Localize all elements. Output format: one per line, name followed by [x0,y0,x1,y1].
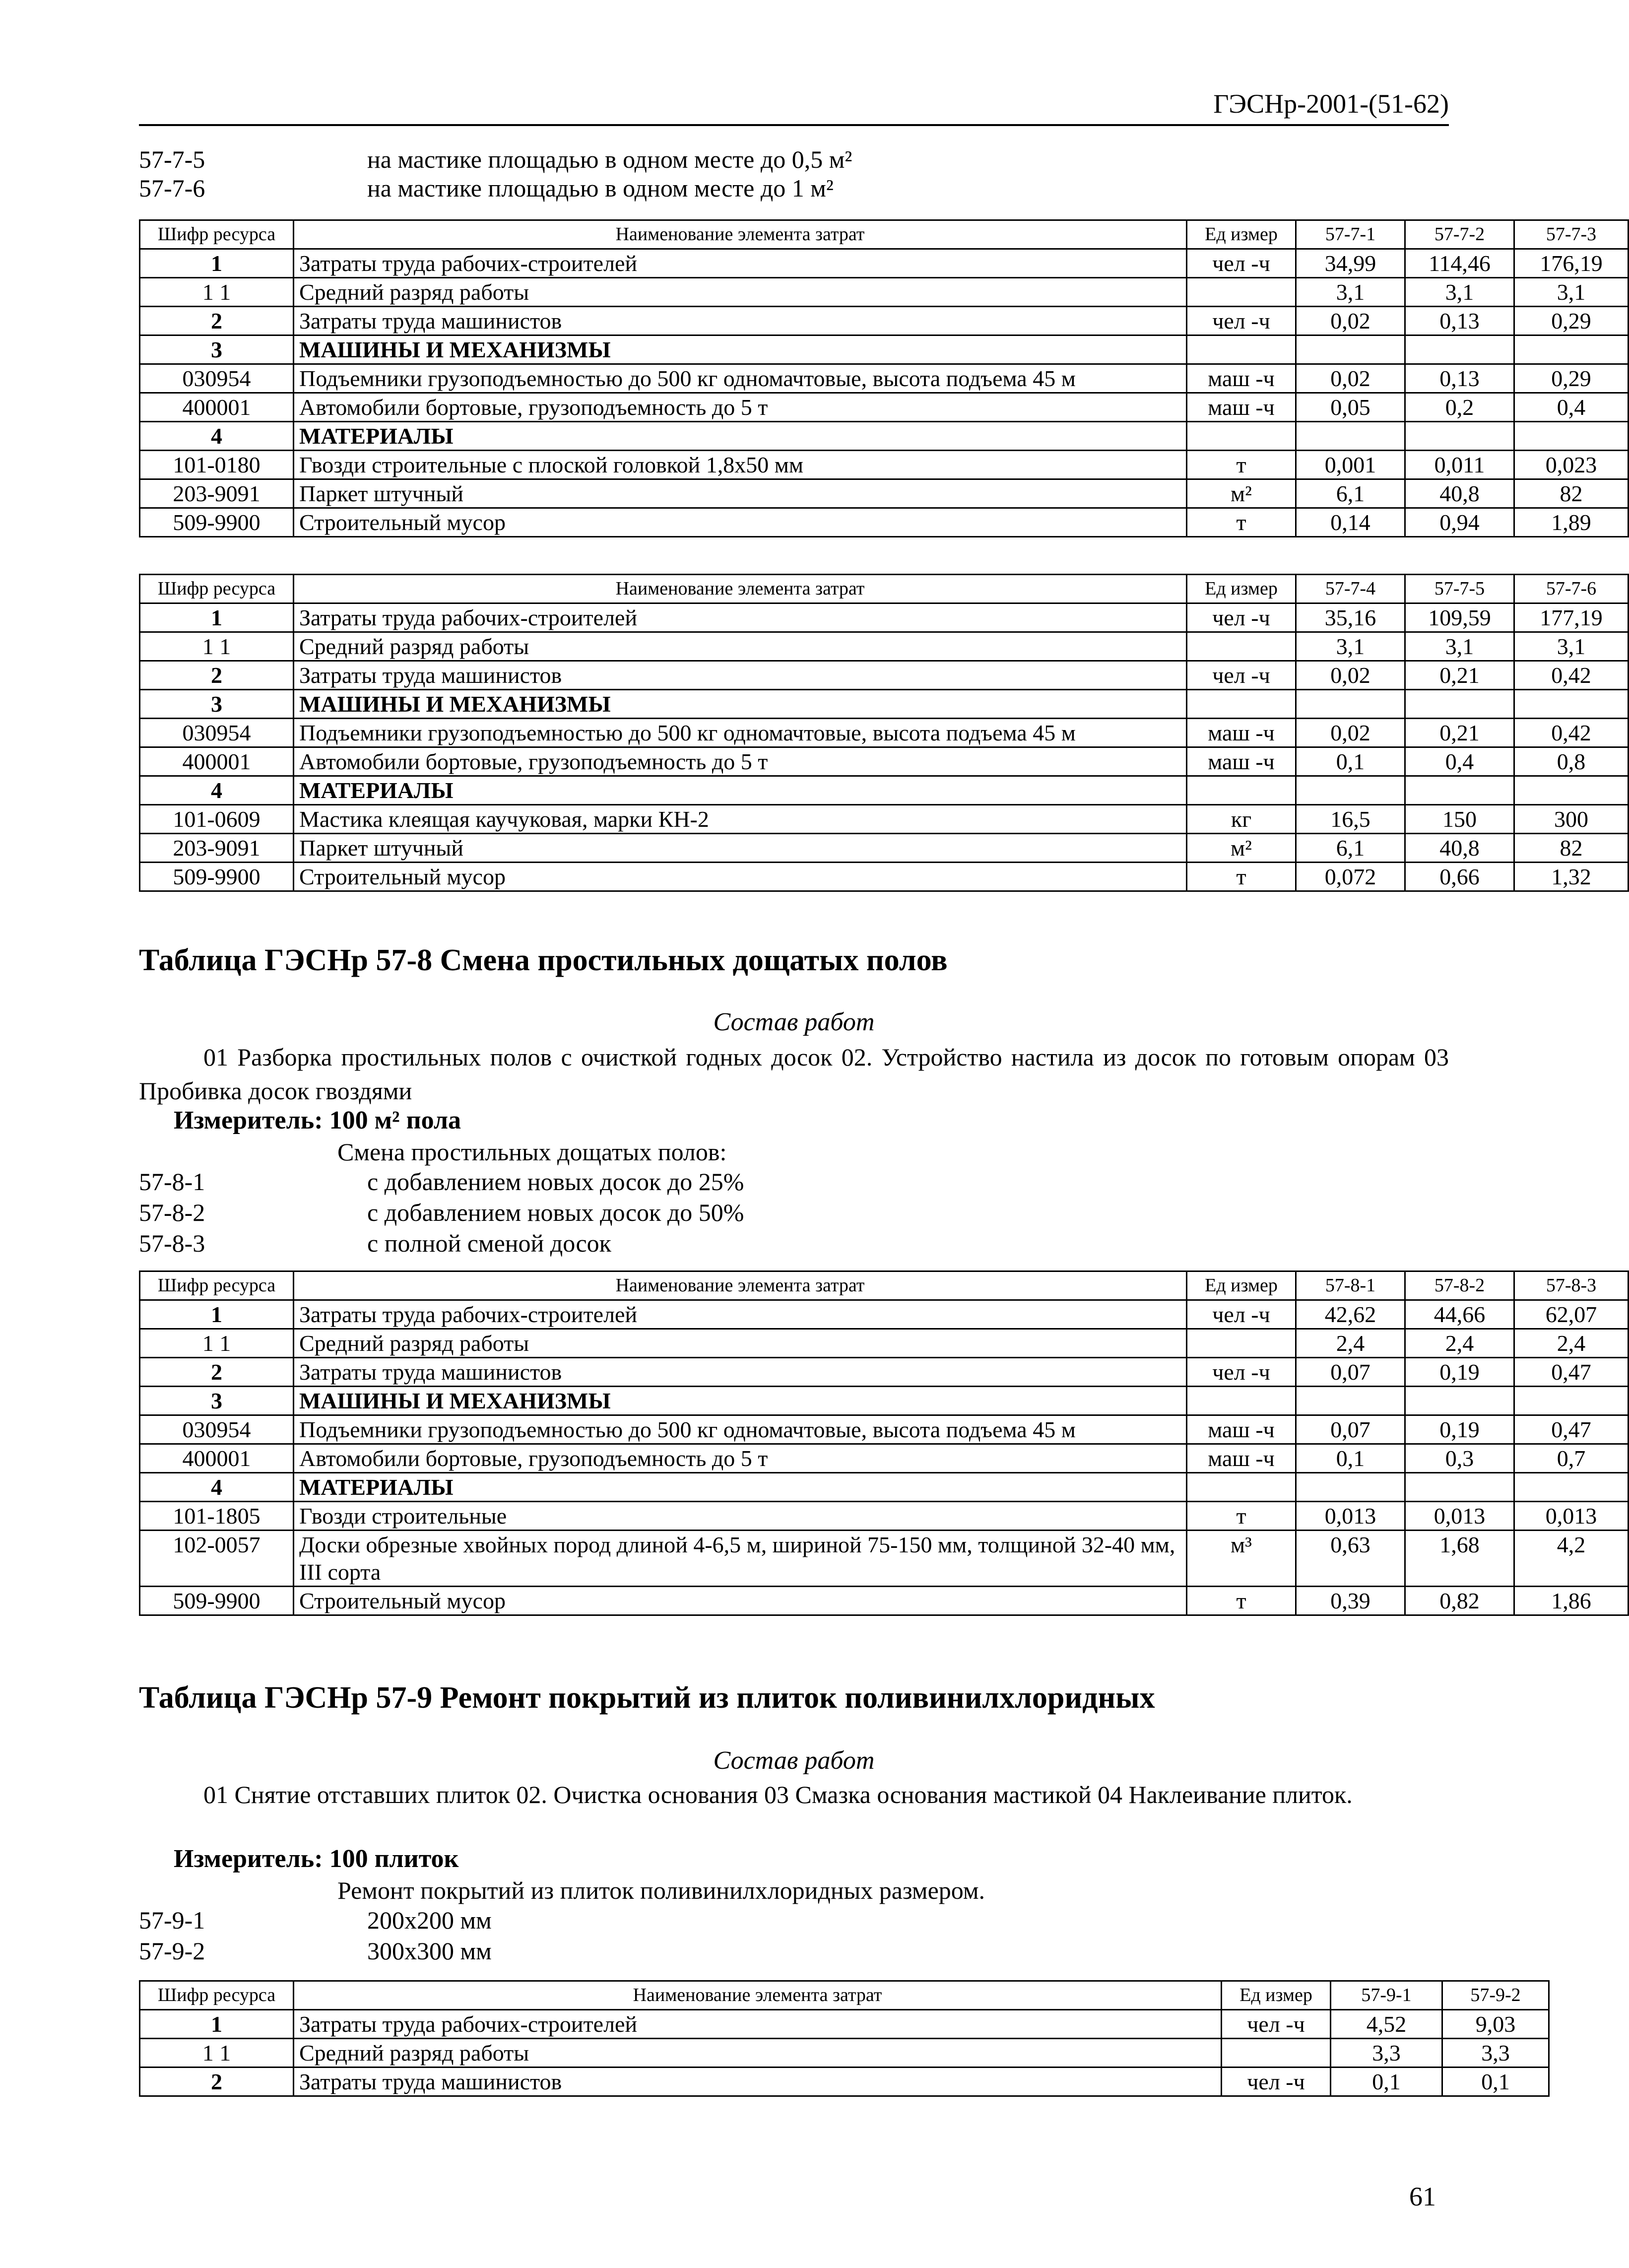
norm-value: 0,023 [1514,451,1629,479]
header-name: Наименование элемента затрат [294,220,1187,249]
table-row [140,1473,1629,1502]
norm-value [1296,335,1405,364]
norm-value: 0,3 [1405,1444,1514,1473]
item-57-9-2: 57-9-2 300x300 мм [139,1937,492,1965]
norm-value: 0,02 [1296,719,1405,747]
resource-unit: чел -ч [1187,1300,1296,1329]
resource-unit [1187,776,1296,805]
resource-code: 203-9091 [140,834,294,863]
item-57-8-1: 57-8-1 с добавлением новых досок до 25% [139,1168,744,1196]
header-code: Шифр ресурса [140,1981,294,2010]
header-norm-column: 57-8-2 [1405,1271,1514,1300]
resource-name: Мастика клеящая каучуковая, марки КН-2 [294,805,1187,834]
norm-value: 0,94 [1405,508,1514,537]
norm-value: 2,4 [1296,1329,1405,1358]
resource-table-57-7-1-3 [139,219,1629,537]
resource-unit: маш -ч [1187,747,1296,776]
norm-value: 0,19 [1405,1415,1514,1444]
resource-name: Средний разряд работы [294,278,1187,307]
resource-unit: чел -ч [1222,2068,1331,2096]
resource-name: Строительный мусор [294,508,1187,537]
resource-unit: чел -ч [1187,1358,1296,1387]
resource-code: 030954 [140,719,294,747]
norm-value [1296,776,1405,805]
section-label: МАТЕРИАЛЫ [294,776,1187,805]
section-title-57-9: Таблица ГЭСНр 57-9 Ремонт покрытий из плиток поливинилхлоридных [139,1681,1155,1715]
resource-unit [1187,1387,1296,1415]
document-header: ГЭСНр-2001-(51-62) [1213,89,1449,119]
norm-value: 44,66 [1405,1300,1514,1329]
table-row [140,2010,1549,2039]
resource-unit: чел -ч [1187,307,1296,335]
header-norm-column: 57-7-5 [1405,575,1514,603]
norm-value: 0,072 [1296,863,1405,891]
resource-name: Гвозди строительные с плоской головкой 1,8x50 мм [294,451,1187,479]
page-number: 61 [1409,2182,1436,2211]
norm-value: 0,66 [1405,863,1514,891]
norm-value: 2,4 [1405,1329,1514,1358]
table-row [140,1444,1629,1473]
norm-value: 3,1 [1296,278,1405,307]
norm-value: 6,1 [1296,479,1405,508]
resource-table-57-7-4-6 [139,574,1629,892]
table-row [140,805,1629,834]
section-label: МАТЕРИАЛЫ [294,1473,1187,1502]
resource-code: 2 [140,1358,294,1387]
resource-code: 2 [140,661,294,690]
measure-57-9: Измеритель: 100 плиток [174,1845,459,1873]
resource-name: Затраты труда рабочих-строителей [294,603,1187,632]
norm-value [1405,422,1514,451]
resource-name: Средний разряд работы [294,1329,1187,1358]
norm-value: 0,42 [1514,661,1629,690]
resource-unit: т [1187,1502,1296,1531]
table-row [140,393,1629,422]
header-norm-column: 57-8-3 [1514,1271,1629,1300]
resource-name: Доски обрезные хвойных пород длиной 4-6,5 м, шириной 75-150 мм, толщиной 32-40 мм, III сорта [294,1531,1187,1587]
resource-unit: кг [1187,805,1296,834]
table-row [140,508,1629,537]
resource-name: Затраты труда машинистов [294,2068,1222,2096]
resource-unit: м² [1187,834,1296,863]
norm-value: 0,13 [1405,364,1514,393]
resource-name: Строительный мусор [294,863,1187,891]
table-row [140,451,1629,479]
norm-value [1405,335,1514,364]
resource-code: 1 1 [140,632,294,661]
table-row [140,776,1629,805]
norm-value [1296,1387,1405,1415]
resource-code: 4 [140,776,294,805]
item-57-7-5: 57-7-5 на мастике площадью в одном месте до 0,5 м² [139,145,852,173]
resource-unit: т [1187,508,1296,537]
table-header-row [140,1981,1549,2010]
resource-name: Подъемники грузоподъемностью до 500 кг одномачтовые, высота подъема 45 м [294,1415,1187,1444]
resource-code: 1 [140,1300,294,1329]
norm-value: 0,8 [1514,747,1629,776]
resource-code: 509-9900 [140,863,294,891]
resource-unit: чел -ч [1187,249,1296,278]
resource-code: 400001 [140,1444,294,1473]
table-row [140,278,1629,307]
resource-unit: т [1187,451,1296,479]
table-row [140,364,1629,393]
header-code: Шифр ресурса [140,220,294,249]
table-row [140,632,1629,661]
resource-name: Подъемники грузоподъемностью до 500 кг одномачтовые, высота подъема 45 м [294,719,1187,747]
norm-value: 0,39 [1296,1587,1405,1615]
resource-code: 509-9900 [140,1587,294,1615]
resource-code: 101-0180 [140,451,294,479]
resource-name: Автомобили бортовые, грузоподъемность до 5 т [294,1444,1187,1473]
norm-value: 0,29 [1514,364,1629,393]
norm-value [1514,1387,1629,1415]
norm-value: 0,05 [1296,393,1405,422]
composition-heading-57-8: Состав работ [713,1008,875,1036]
norm-value [1405,776,1514,805]
resource-code: 1 [140,249,294,278]
resource-code: 2 [140,307,294,335]
header-norm-column: 57-8-1 [1296,1271,1405,1300]
norm-value: 0,47 [1514,1415,1629,1444]
norm-value: 0,7 [1514,1444,1629,1473]
norm-value: 300 [1514,805,1629,834]
resource-code: 102-0057 [140,1531,294,1587]
resource-name: Средний разряд работы [294,2039,1222,2068]
norm-value: 4,52 [1331,2010,1442,2039]
resource-unit: маш -ч [1187,1444,1296,1473]
norm-value [1405,1387,1514,1415]
norm-value: 0,42 [1514,719,1629,747]
norm-value: 40,8 [1405,834,1514,863]
norm-value: 177,19 [1514,603,1629,632]
norm-value: 150 [1405,805,1514,834]
header-norm-column: 57-7-3 [1514,220,1629,249]
norm-value: 0,011 [1405,451,1514,479]
table-row [140,834,1629,863]
table-row [140,1300,1629,1329]
norm-value: 0,001 [1296,451,1405,479]
composition-heading-57-9: Состав работ [713,1746,875,1775]
header-unit: Ед измер [1187,1271,1296,1300]
resource-unit: чел -ч [1222,2010,1331,2039]
table-row [140,2068,1549,2096]
section-title-57-8: Таблица ГЭСНр 57-8 Смена простильных дощатых полов [139,943,948,977]
measure-57-8: Измеритель: 100 м² пола [174,1106,461,1134]
resource-name: Затраты труда рабочих-строителей [294,249,1187,278]
resource-unit: м² [1187,479,1296,508]
norm-value: 3,3 [1331,2039,1442,2068]
resource-name: Затраты труда машинистов [294,661,1187,690]
norm-value: 3,1 [1405,632,1514,661]
table-row [140,1415,1629,1444]
norm-value: 3,1 [1514,632,1629,661]
norm-value: 1,68 [1405,1531,1514,1587]
norm-value [1296,690,1405,719]
header-norm-column: 57-9-2 [1442,1981,1549,2010]
resource-name: Затраты труда рабочих-строителей [294,1300,1187,1329]
header-norm-column: 57-7-4 [1296,575,1405,603]
resource-code: 3 [140,690,294,719]
table-row [140,249,1629,278]
resource-code: 101-0609 [140,805,294,834]
table-row [140,2039,1549,2068]
table-row [140,422,1629,451]
norm-value: 0,4 [1405,747,1514,776]
header-norm-column: 57-7-2 [1405,220,1514,249]
norm-value: 114,46 [1405,249,1514,278]
norm-value: 82 [1514,834,1629,863]
subheading-57-8: Смена простильных дощатых полов: [337,1138,727,1166]
resource-code: 400001 [140,747,294,776]
norm-value: 0,1 [1331,2068,1442,2096]
norm-value: 3,1 [1405,278,1514,307]
norm-value [1514,335,1629,364]
norm-value: 109,59 [1405,603,1514,632]
header-unit: Ед измер [1187,220,1296,249]
norm-value: 0,63 [1296,1531,1405,1587]
norm-value: 1,32 [1514,863,1629,891]
resource-name: Подъемники грузоподъемностью до 500 кг одномачтовые, высота подъема 45 м [294,364,1187,393]
table-row [140,690,1629,719]
resource-unit: т [1187,863,1296,891]
resource-code: 3 [140,335,294,364]
norm-value: 0,82 [1405,1587,1514,1615]
norm-value: 0,07 [1296,1358,1405,1387]
resource-code: 1 [140,603,294,632]
table-row [140,1502,1629,1531]
norm-value: 0,1 [1296,1444,1405,1473]
table-row [140,307,1629,335]
resource-name: Затраты труда машинистов [294,1358,1187,1387]
resource-unit: маш -ч [1187,393,1296,422]
section-label: МАШИНЫ И МЕХАНИЗМЫ [294,690,1187,719]
resource-name: Средний разряд работы [294,632,1187,661]
norm-value: 4,2 [1514,1531,1629,1587]
header-name: Наименование элемента затрат [294,1981,1222,2010]
resource-unit [1187,1329,1296,1358]
norm-value [1514,776,1629,805]
header-unit: Ед измер [1222,1981,1331,2010]
table-row [140,747,1629,776]
norm-value: 0,4 [1514,393,1629,422]
norm-value: 0,02 [1296,364,1405,393]
item-57-9-1: 57-9-1 200x200 мм [139,1906,492,1934]
norm-value: 176,19 [1514,249,1629,278]
table-row [140,863,1629,891]
norm-value: 3,1 [1514,278,1629,307]
composition-text-57-8: 01 Разборка простильных полов с очисткой годных досок 02. Устройство настила из досок по готовым опорам 03 Пробивка досок гвоздями [139,1043,1449,1105]
item-57-8-2: 57-8-2 с добавлением новых досок до 50% [139,1199,744,1226]
norm-value [1296,422,1405,451]
resource-unit: м³ [1187,1531,1296,1587]
table-row [140,479,1629,508]
header-name: Наименование элемента затрат [294,575,1187,603]
resource-code: 1 1 [140,2039,294,2068]
resource-code: 509-9900 [140,508,294,537]
subheading-57-9: Ремонт покрытий из плиток поливинилхлоридных размером. [337,1876,985,1904]
header-norm-column: 57-9-1 [1331,1981,1442,2010]
resource-code: 4 [140,422,294,451]
table-row [140,1531,1629,1587]
resource-unit: маш -ч [1187,1415,1296,1444]
norm-value: 0,1 [1442,2068,1549,2096]
table-row [140,1587,1629,1615]
resource-name: Гвозди строительные [294,1502,1187,1531]
table-row [140,335,1629,364]
norm-value: 40,8 [1405,479,1514,508]
norm-value [1514,1473,1629,1502]
norm-value [1405,690,1514,719]
table-row [140,661,1629,690]
section-label: МАТЕРИАЛЫ [294,422,1187,451]
resource-code: 101-1805 [140,1502,294,1531]
norm-value: 0,02 [1296,307,1405,335]
table-row [140,719,1629,747]
norm-value: 0,1 [1296,747,1405,776]
resource-unit [1222,2039,1331,2068]
resource-name: Затраты труда рабочих-строителей [294,2010,1222,2039]
resource-name: Затраты труда машинистов [294,307,1187,335]
norm-value: 16,5 [1296,805,1405,834]
norm-value: 0,29 [1514,307,1629,335]
norm-value: 9,03 [1442,2010,1549,2039]
resource-table-57-9 [139,1980,1550,2097]
norm-value: 82 [1514,479,1629,508]
norm-value: 6,1 [1296,834,1405,863]
header-code: Шифр ресурса [140,575,294,603]
norm-value: 1,86 [1514,1587,1629,1615]
resource-unit [1187,422,1296,451]
resource-unit: т [1187,1587,1296,1615]
norm-value: 3,1 [1296,632,1405,661]
norm-value: 0,07 [1296,1415,1405,1444]
resource-name: Паркет штучный [294,479,1187,508]
norm-value: 3,3 [1442,2039,1549,2068]
norm-value: 0,13 [1405,307,1514,335]
norm-value: 35,16 [1296,603,1405,632]
resource-code: 3 [140,1387,294,1415]
section-label: МАШИНЫ И МЕХАНИЗМЫ [294,1387,1187,1415]
norm-value: 0,013 [1405,1502,1514,1531]
norm-value: 0,14 [1296,508,1405,537]
table-row [140,1387,1629,1415]
resource-unit [1187,1473,1296,1502]
norm-value: 34,99 [1296,249,1405,278]
norm-value [1296,1473,1405,1502]
resource-name: Автомобили бортовые, грузоподъемность до 5 т [294,747,1187,776]
resource-unit: чел -ч [1187,661,1296,690]
resource-unit: маш -ч [1187,719,1296,747]
norm-value: 0,013 [1296,1502,1405,1531]
norm-value [1514,422,1629,451]
resource-unit: маш -ч [1187,364,1296,393]
resource-code: 1 1 [140,278,294,307]
resource-name: Автомобили бортовые, грузоподъемность до 5 т [294,393,1187,422]
resource-unit [1187,278,1296,307]
resource-unit [1187,335,1296,364]
header-norm-column: 57-7-6 [1514,575,1629,603]
resource-code: 030954 [140,364,294,393]
norm-value: 1,89 [1514,508,1629,537]
norm-value: 0,21 [1405,661,1514,690]
norm-value: 0,02 [1296,661,1405,690]
resource-code: 400001 [140,393,294,422]
norm-value: 2,4 [1514,1329,1629,1358]
norm-value [1514,690,1629,719]
norm-value: 0,19 [1405,1358,1514,1387]
header-rule [139,124,1449,126]
header-name: Наименование элемента затрат [294,1271,1187,1300]
resource-table-57-8 [139,1270,1629,1616]
table-row [140,1358,1629,1387]
composition-text-57-9: 01 Снятие отставших плиток 02. Очистка основания 03 Смазка основания мастикой 04 Наклеивание плиток. [203,1781,1353,1808]
item-57-8-3: 57-8-3 с полной сменой досок [139,1229,611,1257]
resource-code: 1 [140,2010,294,2039]
norm-value: 0,21 [1405,719,1514,747]
resource-code: 4 [140,1473,294,1502]
norm-value: 62,07 [1514,1300,1629,1329]
resource-unit [1187,690,1296,719]
resource-code: 1 1 [140,1329,294,1358]
resource-name: Паркет штучный [294,834,1187,863]
norm-value: 0,2 [1405,393,1514,422]
resource-code: 030954 [140,1415,294,1444]
norm-value [1405,1473,1514,1502]
resource-code: 203-9091 [140,479,294,508]
section-label: МАШИНЫ И МЕХАНИЗМЫ [294,335,1187,364]
table-header-row [140,575,1629,603]
norm-value: 0,47 [1514,1358,1629,1387]
item-57-7-6: 57-7-6 на мастике площадью в одном месте до 1 м² [139,174,834,202]
table-row [140,1329,1629,1358]
header-code: Шифр ресурса [140,1271,294,1300]
resource-code: 2 [140,2068,294,2096]
resource-name: Строительный мусор [294,1587,1187,1615]
header-norm-column: 57-7-1 [1296,220,1405,249]
table-header-row [140,1271,1629,1300]
header-unit: Ед измер [1187,575,1296,603]
table-header-row [140,220,1629,249]
table-row [140,603,1629,632]
norm-value: 0,013 [1514,1502,1629,1531]
norm-value: 42,62 [1296,1300,1405,1329]
resource-unit [1187,632,1296,661]
resource-unit: чел -ч [1187,603,1296,632]
